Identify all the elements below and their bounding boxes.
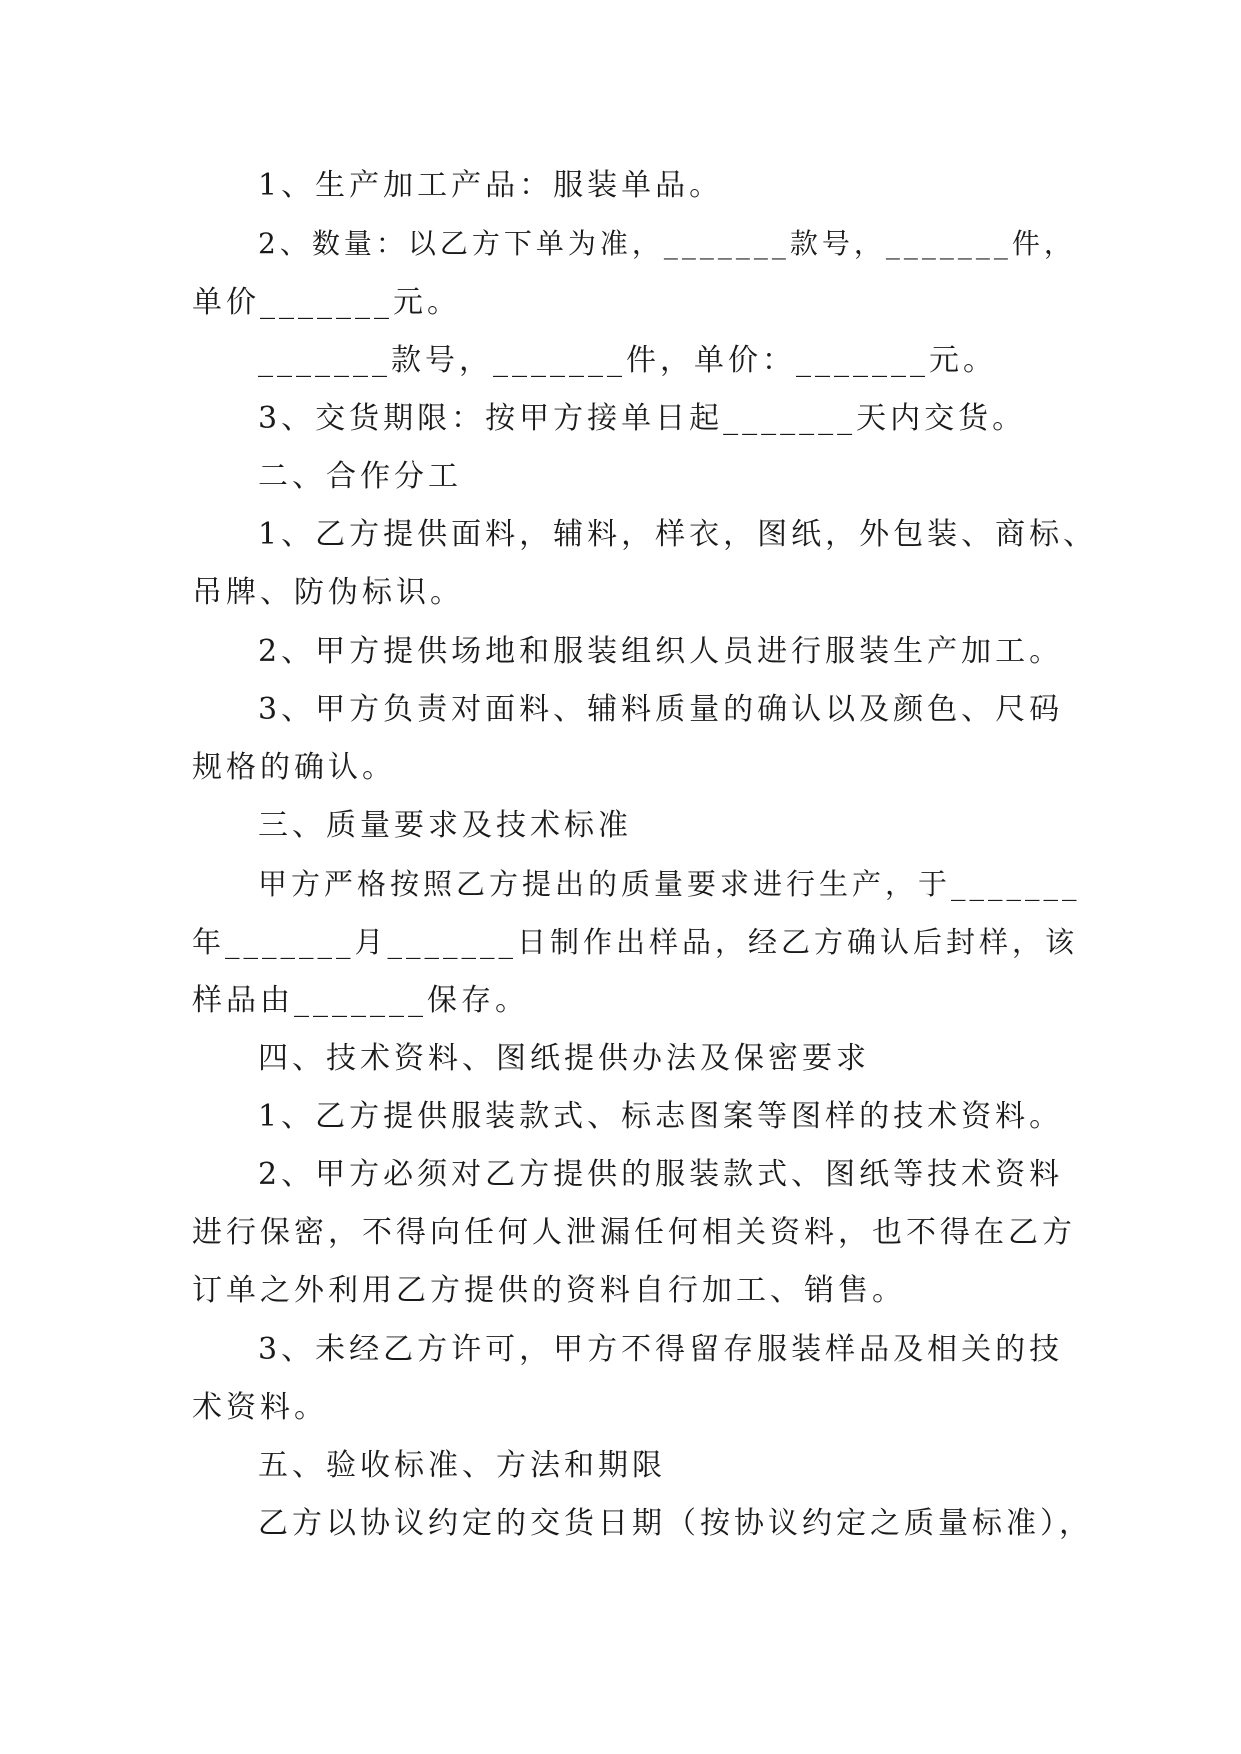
text-line: 进行保密，不得向任何人泄漏任何相关资料，也不得在乙方: [192, 1215, 1076, 1250]
text-line: 2、甲方必须对乙方提供的服装款式、图纸等技术资料: [258, 1157, 1064, 1192]
text-line: 单价_______元。: [192, 285, 461, 320]
text-line: 样品由_______保存。: [192, 983, 529, 1018]
text-line: 订单之外利用乙方提供的资料自行加工、销售。: [192, 1273, 906, 1308]
text-line: 年_______月_______日制作出样品，经乙方确认后封样，该: [192, 925, 1079, 959]
text-line: 术资料。: [192, 1390, 328, 1425]
text-line: 2、数量：以乙方下单为准，_______款号，_______件，: [258, 227, 1076, 260]
text-line: 1、生产加工产品：服装单品。: [258, 168, 724, 203]
section-heading: 二、合作分工: [258, 459, 462, 494]
text-line: 甲方严格按照乙方提出的质量要求进行生产，于_______: [258, 867, 1081, 901]
text-line: 3、未经乙方许可，甲方不得留存服装样品及相关的技: [258, 1332, 1064, 1367]
text-line: 吊牌、防伪标识。: [192, 575, 464, 610]
text-line: 2、甲方提供场地和服装组织人员进行服装生产加工。: [258, 634, 1064, 669]
section-heading: 三、质量要求及技术标准: [258, 808, 632, 843]
text-line: 3、甲方负责对面料、辅料质量的确认以及颜色、尺码: [258, 692, 1064, 727]
text-line: 1、乙方提供面料，辅料，样衣，图纸，外包装、商标、: [258, 517, 1098, 552]
text-line: 3、交货期限：按甲方接单日起_______天内交货。: [258, 401, 1027, 436]
text-line: 规格的确认。: [192, 750, 396, 785]
text-line: 1、乙方提供服装款式、标志图案等图样的技术资料。: [258, 1099, 1064, 1134]
text-line: 乙方以协议约定的交货日期（按协议约定之质量标准），: [258, 1506, 1093, 1541]
text-line: _______款号，_______件，单价：_______元。: [258, 343, 997, 378]
section-heading: 五、验收标准、方法和期限: [258, 1448, 666, 1483]
section-heading: 四、技术资料、图纸提供办法及保密要求: [258, 1041, 870, 1076]
